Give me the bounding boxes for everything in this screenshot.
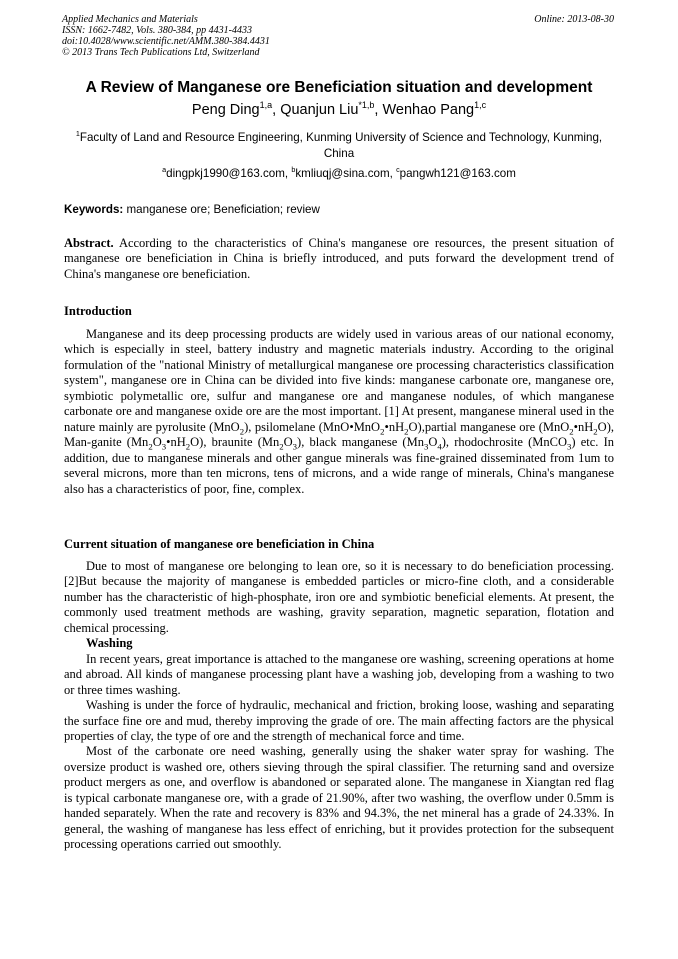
doi-line: doi:10.4028/www.scientific.net/AMM.380-384.4431: [62, 36, 270, 47]
body-paragraph: Washing is under the force of hydraulic, mechanical and friction, broking loose, washing and separating the surface fine ore and mud, thereby improving the grade of ore. The main affecting factors are the physical properties of clay, the type of ore and the strength of mechanical force and time.: [64, 698, 614, 743]
current-situation-heading: Current situation of manganese ore beneficiation in China: [64, 537, 375, 551]
affil-mark: 1: [75, 129, 80, 139]
online-date: Online: 2013-08-30: [534, 14, 614, 25]
current-situation-section: [64, 559, 614, 853]
intro-heading: Introduction: [64, 304, 132, 318]
email-mark: a: [162, 165, 167, 175]
author-affil-mark: *1,b: [358, 100, 375, 111]
author-affil-mark: 1,a: [259, 100, 273, 111]
author-name: Wenhao Pang: [382, 102, 475, 118]
paper-title: A Review of Manganese ore Beneficiation situation and development: [85, 79, 593, 96]
issn-line: ISSN: 1662-7482, Vols. 380-384, pp 4431-4433: [62, 25, 252, 36]
author-name: Peng Ding: [191, 102, 260, 118]
copyright-line: © 2013 Trans Tech Publications Ltd, Switzerland: [62, 47, 260, 58]
journal-header: [62, 14, 614, 58]
abstract-label: Abstract.: [64, 236, 114, 250]
author-list: Peng Ding$^{1,a}$, Quanjun Liu$^{*1,b}$, Wenhao Pang$^{1,c}$: [191, 100, 487, 118]
body-paragraph: In recent years, great importance is attached to the manganese ore washing, screening operations at home and abroad. All kinds of manganese processing plant have a washing job, developing from a washing to two or three times washing.: [64, 651, 614, 697]
abstract: [64, 236, 614, 282]
journal-name: Applied Mechanics and Materials: [62, 14, 198, 25]
email-list: $^a$dingpkj1990@163.com, $^b$kmliuqj@sina.com, $^c$pangwh121@163.com: [162, 165, 516, 180]
author-name: Quanjun Liu: [280, 102, 359, 118]
affiliation: [70, 130, 608, 162]
washing-subheading: Washing: [86, 636, 133, 651]
author-affil-mark: 1,c: [474, 100, 487, 111]
affil-text: Faculty of Land and Resource Engineering, Kunming University of Science and Technology, Kunming, China: [79, 131, 603, 160]
intro-paragraph: Manganese and its deep processing products are widely used in various areas of our national economy, which is especially in steel, battery industry and magnetic materials industry. According to the original formulation of the "national Ministry of metallurgical manganese ore processing characteristics classification system", manganese ore in China can be divided into five kinds: manganese carbonate ore, manganese ore, symbiotic polymetallic ore, sulfur and manganese ore and manganese nodules, of which manganese carbonate ore and manganese oxide ore are the most important. [1] At present, manganese mineral used in the nature mainly are pyrolusite (MnO$_2$), psilomelane $(MnO•MnO_2•nH_2O),partial$ manganese ore $(MnO_2•nH_2O)$, Man-ganite $(Mn_2O_3•nH_2O)$, braunite $(Mn_2O_3)$, black manganese $(Mn_3O_4)$, rhodochrosite (MnCO$_3$) etc. In addition, due to manganese minerals and other gangue minerals was fine-grained disseminated from 1um to several microns, more than ten microns, tens of microns, and a wide range of minerals, China's manganese also has a characteristics of poor, fine, complex.: [64, 327, 614, 496]
keywords: [64, 202, 624, 218]
email-link[interactable]: kmliuqj@sina.com: [295, 167, 390, 180]
intro-section: [64, 327, 614, 497]
keywords-text: manganese ore; Beneficiation; review: [126, 203, 320, 216]
email-mark: c: [396, 165, 400, 175]
body-paragraph: Most of the carbonate ore need washing, generally using the shaker water spray for washing. The oversize product is washed ore, others sieving through the spiral classifier. The returning sand and oversize product mergers as one, and overflow is abandoned or separated alone. The manganese in Xiangtan red flag is typical carbonate manganese ore, with a grade of 21.90%, after two washing, the overflow under 0.5mm is handed separately. When the rate and recovery is 83% and 94.3%, the net mineral has a grade of 24.33%. In general, the washing of manganese has less effect of enriching, but it provides protection for the subsequent processing operations carried out smoothly.: [64, 744, 614, 852]
abstract-text: According to the characteristics of China's manganese ore resources, the present situation of manganese ore beneficiation in China is briefly introduced, and puts forward the development trend of China's manganese ore beneficiation.: [64, 236, 614, 281]
email-mark: b: [291, 165, 296, 175]
email-link[interactable]: pangwh121@163.com: [399, 167, 516, 180]
keywords-label: Keywords:: [64, 203, 124, 216]
email-link[interactable]: dingpkj1990@163.com: [166, 167, 285, 180]
body-paragraph: Due to most of manganese ore belonging to lean ore, so it is necessary to do beneficiation processing. [2]But because the majority of manganese is embedded particles or micro-fine cloth, and a considerable number has the characteristic of high-phosphate, iron ore and symbiotic beneficial elements. At present, the commonly used treatment methods are washing, gravity separation, magnetic separation, flotation and chemical processing.: [64, 559, 614, 635]
